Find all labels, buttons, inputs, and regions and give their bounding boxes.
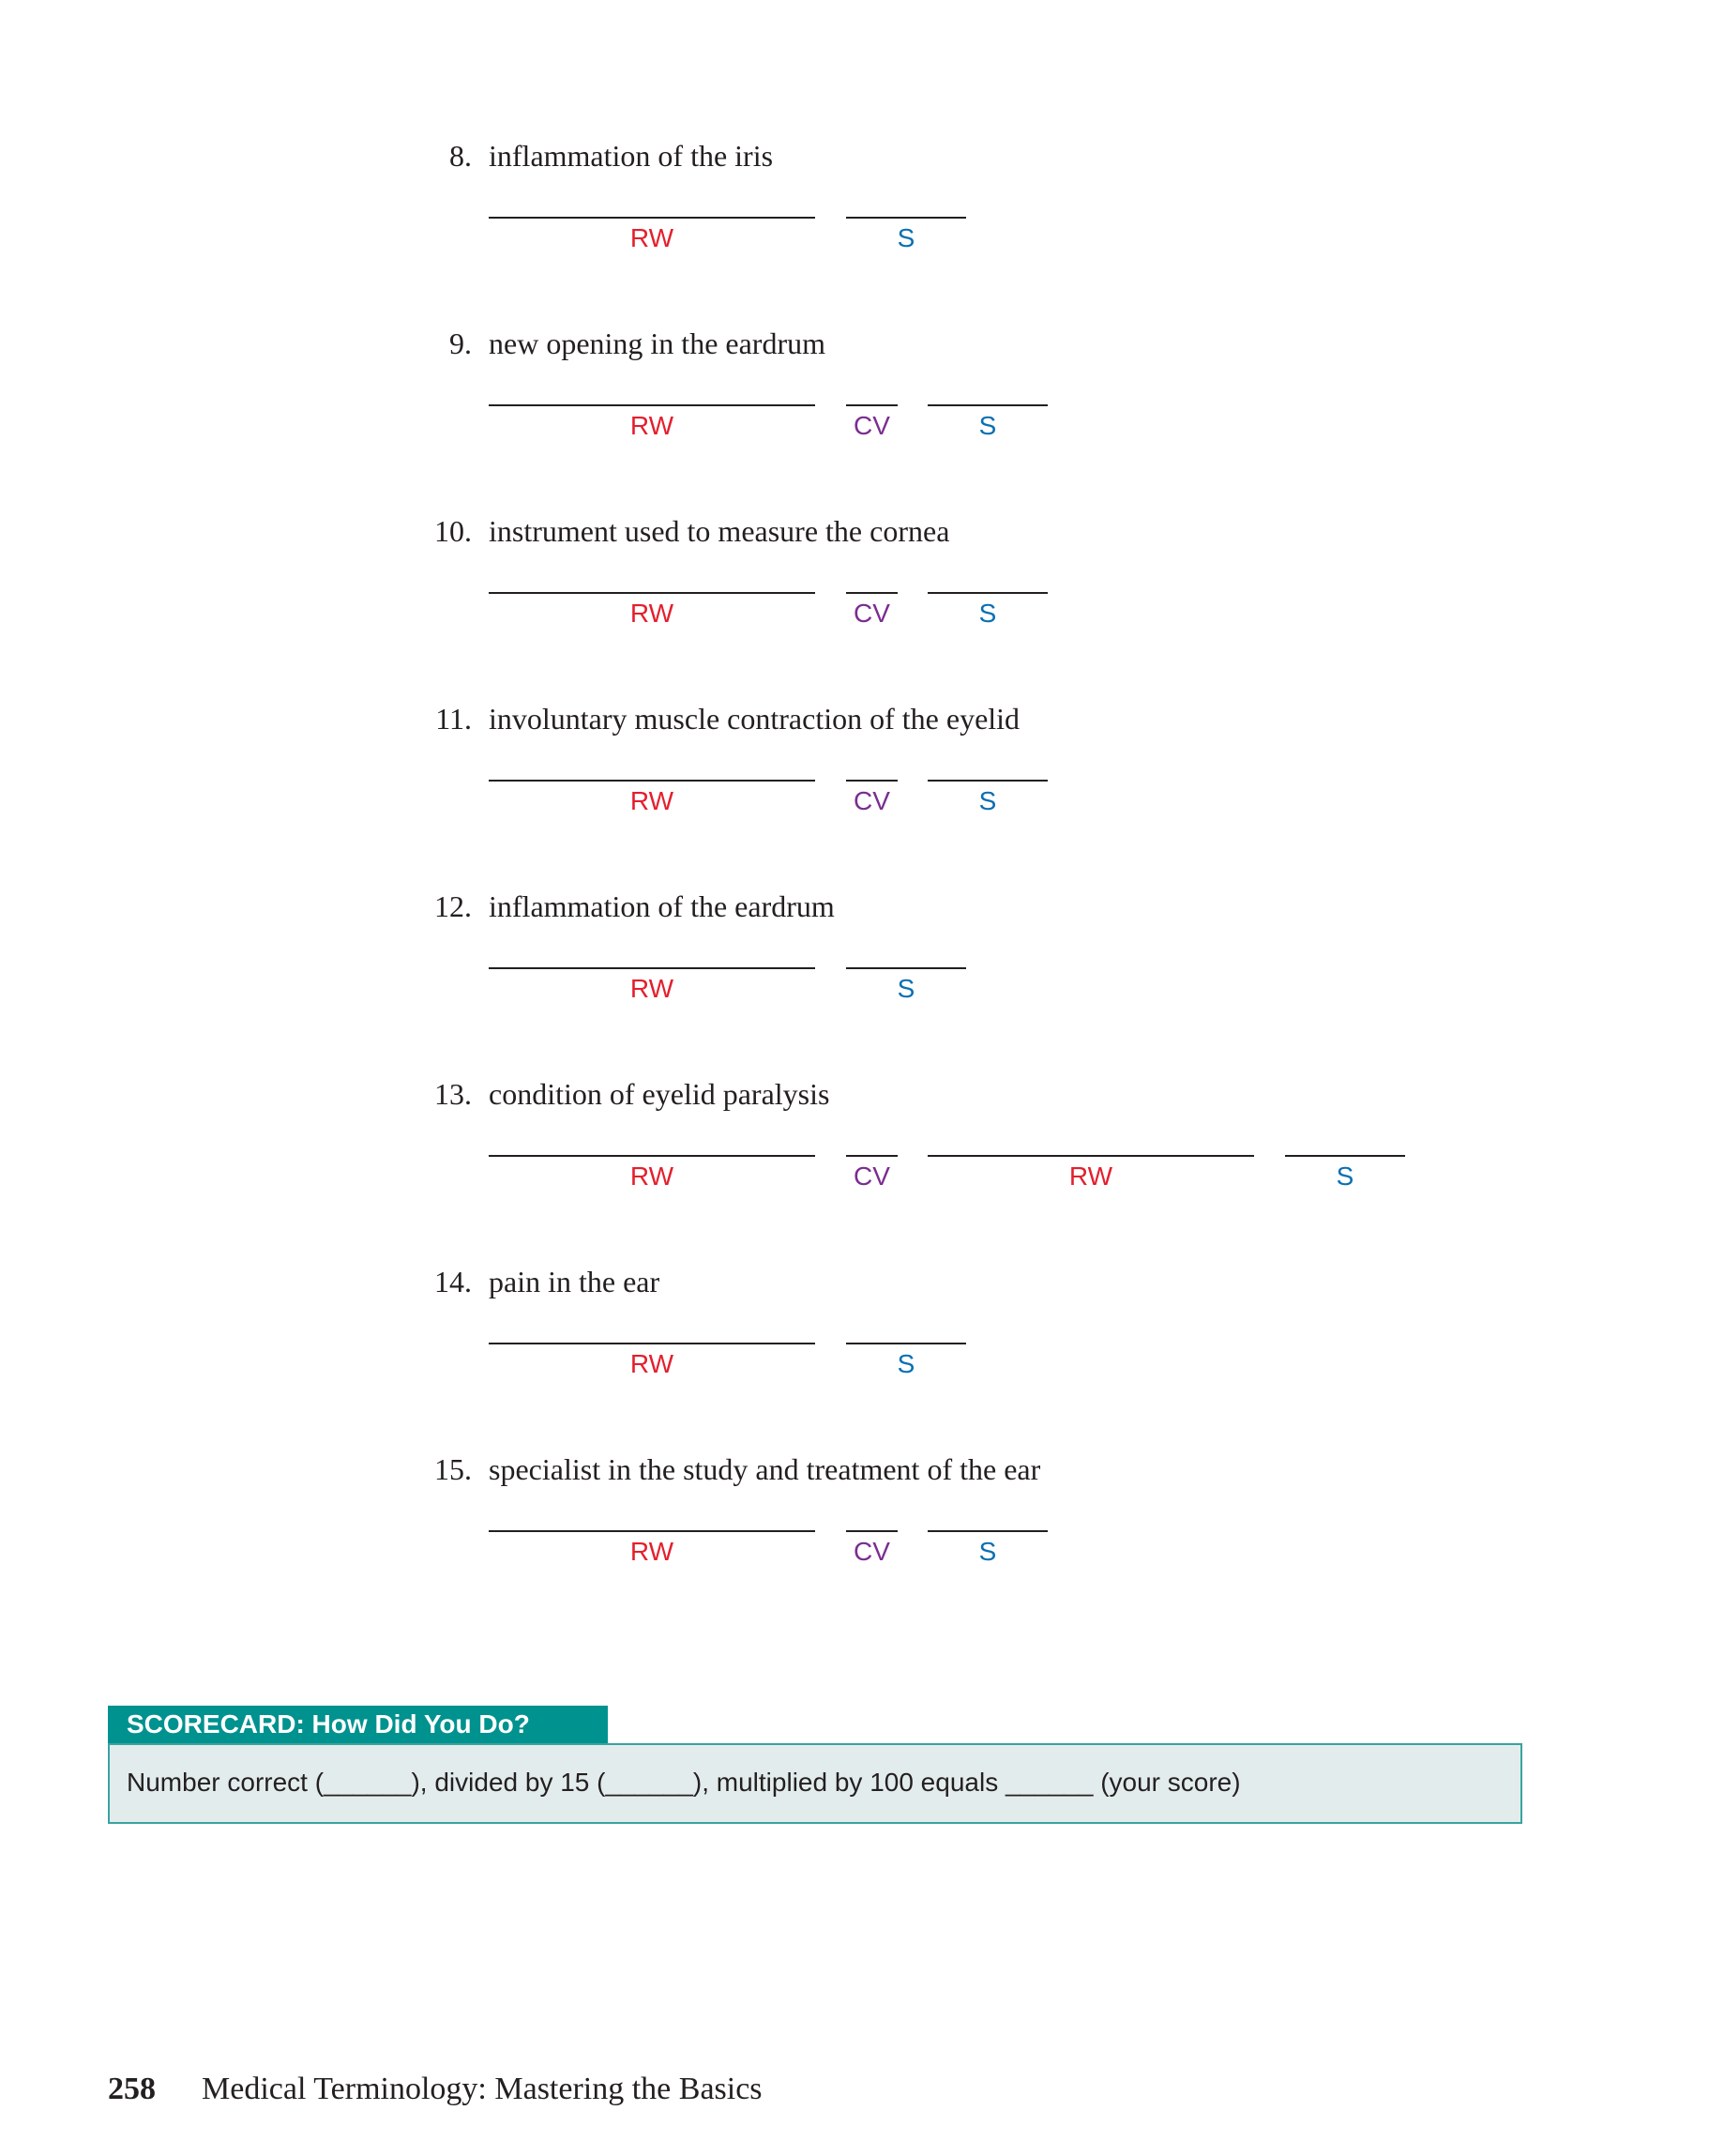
answer-blank-s[interactable]: [928, 780, 1048, 827]
answer-line: [928, 1155, 1254, 1157]
blank-label-s: S: [897, 1349, 915, 1378]
blank-label-rw: RW: [629, 599, 674, 628]
answer-blank-rw-2[interactable]: [928, 1155, 1254, 1202]
answer-blank-s[interactable]: [846, 967, 966, 1014]
question-14: [0, 1263, 1724, 1404]
question-text: specialist in the study and treatment of the ear: [489, 1452, 1041, 1486]
answer-line: [489, 1530, 815, 1532]
answer-line: [928, 404, 1048, 406]
question-8: [0, 137, 1724, 278]
question-text: condition of eyelid paralysis: [489, 1077, 830, 1111]
blank-label-rw: RW: [629, 786, 674, 815]
blank-label-cv: CV: [854, 599, 890, 628]
answer-blank-s[interactable]: [928, 1530, 1048, 1577]
question-number: 8.: [449, 139, 472, 173]
answer-blank-rw[interactable]: [489, 217, 815, 264]
answer-blank-s[interactable]: [846, 1343, 966, 1389]
question-number: 10.: [434, 514, 472, 548]
question-number: 14.: [434, 1265, 472, 1298]
blank-label-cv: CV: [854, 411, 890, 440]
question-12: [0, 888, 1724, 1028]
blank-label-rw: RW: [629, 223, 674, 252]
answer-line: [489, 217, 815, 219]
answer-blank-cv[interactable]: [846, 1155, 898, 1202]
question-13: [0, 1075, 1724, 1216]
answer-blank-rw[interactable]: [489, 1343, 815, 1389]
answer-blank-s[interactable]: [928, 592, 1048, 639]
blank-label-cv: CV: [854, 786, 890, 815]
answer-blank-rw[interactable]: [489, 1530, 815, 1577]
answer-blank-s[interactable]: [1285, 1155, 1405, 1202]
scorecard-text: Number correct (______), divided by 15 (______), multiplied by 100 equals ______ (your score): [127, 1768, 1241, 1797]
question-text: inflammation of the iris: [489, 139, 774, 173]
answer-blank-rw[interactable]: [489, 592, 815, 639]
question-10: [0, 512, 1724, 653]
blank-label-cv: CV: [854, 1162, 890, 1191]
answer-line: [928, 592, 1048, 594]
question-text: inflammation of the eardrum: [489, 889, 835, 923]
question-text: new opening in the eardrum: [489, 326, 825, 360]
answer-blank-cv[interactable]: [846, 780, 898, 827]
answer-line: [489, 1343, 815, 1344]
question-9: [0, 325, 1724, 465]
answer-blank-rw[interactable]: [489, 1155, 815, 1202]
blank-label-rw: RW: [629, 411, 674, 440]
question-number: 15.: [434, 1452, 472, 1486]
blank-label-s: S: [978, 1537, 997, 1566]
answer-line: [928, 780, 1048, 782]
answer-line: [1285, 1155, 1405, 1157]
answer-line: [928, 1530, 1048, 1532]
book-title: Medical Terminology: Mastering the Basics: [202, 2072, 763, 2106]
answer-line: [846, 1343, 966, 1344]
scorecard-title: SCORECARD: How Did You Do?: [108, 1706, 608, 1743]
question-number: 12.: [434, 889, 472, 923]
answer-line: [846, 1155, 898, 1157]
blank-label-cv: CV: [854, 1537, 890, 1566]
answer-line: [846, 404, 898, 406]
question-number: 9.: [449, 326, 472, 360]
question-15: [0, 1450, 1724, 1591]
answer-blank-rw[interactable]: [489, 780, 815, 827]
answer-line: [489, 967, 815, 969]
answer-blank-cv[interactable]: [846, 1530, 898, 1577]
blank-label-rw: RW: [629, 974, 674, 1003]
question-11: [0, 700, 1724, 841]
answer-line: [489, 1155, 815, 1157]
blank-label-s: S: [897, 223, 915, 252]
scorecard-box: [108, 1743, 1522, 1824]
blank-label-rw: RW: [1068, 1162, 1113, 1191]
question-number: 13.: [434, 1077, 472, 1111]
question-text: instrument used to measure the cornea: [489, 514, 950, 548]
answer-blank-s[interactable]: [928, 404, 1048, 451]
answer-line: [846, 592, 898, 594]
answer-line: [489, 404, 815, 406]
blank-label-rw: RW: [629, 1349, 674, 1378]
question-text: pain in the ear: [489, 1265, 660, 1298]
answer-blank-cv[interactable]: [846, 592, 898, 639]
answer-line: [489, 592, 815, 594]
answer-line: [846, 967, 966, 969]
answer-blank-s[interactable]: [846, 217, 966, 264]
answer-blank-cv[interactable]: [846, 404, 898, 451]
answer-line: [489, 780, 815, 782]
blank-label-s: S: [897, 974, 915, 1003]
answer-line: [846, 1530, 898, 1532]
blank-label-s: S: [978, 599, 997, 628]
answer-line: [846, 780, 898, 782]
blank-label-s: S: [978, 786, 997, 815]
answer-line: [846, 217, 966, 219]
question-number: 11.: [435, 702, 472, 736]
answer-blank-rw[interactable]: [489, 404, 815, 451]
page-number: 258: [108, 2072, 156, 2106]
page-footer: [108, 2071, 763, 2108]
blank-label-rw: RW: [629, 1537, 674, 1566]
blank-label-rw: RW: [629, 1162, 674, 1191]
question-text: involuntary muscle contraction of the eyelid: [489, 702, 1021, 736]
answer-blank-rw[interactable]: [489, 967, 815, 1014]
blank-label-s: S: [1336, 1162, 1354, 1191]
blank-label-s: S: [978, 411, 997, 440]
